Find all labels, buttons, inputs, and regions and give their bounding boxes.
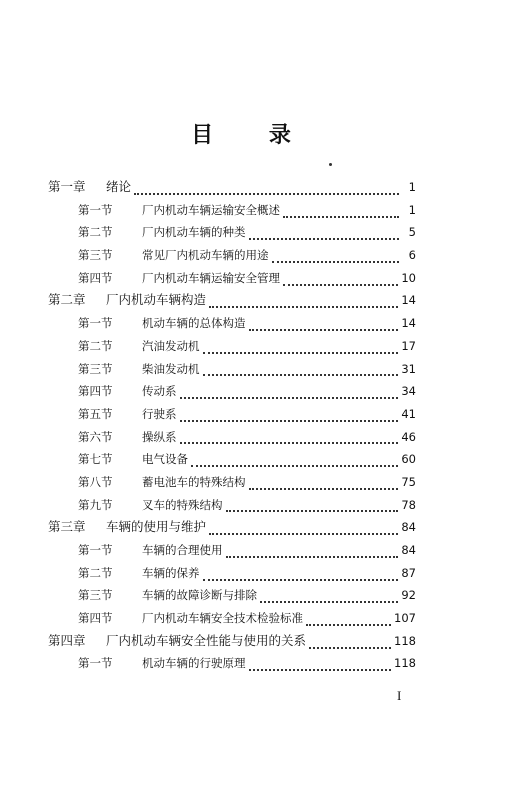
- entry-page: 87: [401, 565, 416, 580]
- dot-leader: [134, 180, 399, 195]
- entry-page: 78: [401, 497, 416, 512]
- toc-section[interactable]: [48, 335, 416, 358]
- entry-page: 10: [401, 270, 416, 285]
- toc-section[interactable]: [48, 403, 416, 426]
- dot-leader: [203, 566, 399, 581]
- entry-number: 第九节: [78, 497, 113, 512]
- entry-page: 118: [394, 656, 416, 671]
- entry-number: 第二节: [78, 338, 113, 353]
- toc-section[interactable]: [48, 652, 416, 675]
- entry-title: 机动车辆的行驶原理: [142, 656, 246, 671]
- page-title: 目 录: [191, 122, 315, 148]
- entry-title: 蓄电池车的特殊结构: [142, 474, 246, 489]
- entry-page: 118: [394, 633, 416, 648]
- entry-title: 车辆的故障诊断与排除: [142, 588, 257, 603]
- entry-title: 机动车辆的总体构造: [142, 316, 246, 331]
- entry-title: 车辆的合理使用: [142, 543, 223, 557]
- toc-section[interactable]: [48, 358, 416, 381]
- page-number-footer: I: [397, 688, 402, 703]
- entry-title: 厂内机动车辆的种类: [142, 225, 246, 240]
- toc-section[interactable]: [48, 471, 416, 494]
- entry-title: 常见厂内机动车辆的用途: [142, 248, 269, 263]
- toc-section[interactable]: [48, 199, 416, 222]
- entry-number: 第三章: [48, 519, 86, 535]
- dot-leader: [272, 248, 400, 263]
- dot-leader: [180, 407, 399, 422]
- entry-title: 厂内机动车辆构造: [106, 292, 207, 308]
- entry-title: 柴油发动机: [142, 361, 200, 376]
- toc-section[interactable]: [48, 584, 416, 607]
- dot-leader: [260, 588, 398, 603]
- dot-leader: [249, 475, 399, 490]
- entry-title: 行驶系: [142, 406, 177, 421]
- toc-chapter-1[interactable]: [48, 176, 416, 199]
- entry-title: 厂内机动车辆运输安全概述: [142, 202, 280, 217]
- entry-number: 第一节: [78, 202, 113, 217]
- entry-number: 第四节: [78, 384, 113, 399]
- toc-section[interactable]: [48, 267, 416, 290]
- entry-number: 第三节: [78, 361, 113, 376]
- dot-leader: [249, 316, 399, 331]
- entry-number: 第四节: [78, 270, 113, 285]
- entry-title: 叉车的特殊结构: [142, 497, 223, 512]
- entry-title: 汽油发动机: [142, 338, 200, 353]
- dot-leader: [209, 520, 398, 535]
- toc-section[interactable]: [48, 539, 416, 562]
- dot-leader: [203, 339, 399, 354]
- toc-chapter-4[interactable]: [48, 630, 416, 653]
- entry-number: 第一节: [78, 316, 113, 331]
- dot-leader: [226, 543, 399, 558]
- dot-leader: [283, 271, 398, 286]
- entry-title: 电气设备: [142, 452, 188, 467]
- entry-page: 5: [408, 225, 416, 240]
- dot-leader: [309, 634, 391, 649]
- dot-leader: [306, 611, 391, 626]
- entry-page: 31: [401, 361, 416, 376]
- dot-leader: [249, 225, 400, 240]
- entry-number: 第二节: [78, 225, 113, 240]
- dot-leader: [283, 203, 399, 218]
- toc-section[interactable]: [48, 312, 416, 335]
- entry-page: 46: [401, 429, 416, 444]
- entry-number: 第三节: [78, 588, 113, 603]
- toc-section[interactable]: [48, 426, 416, 449]
- toc-section[interactable]: [48, 448, 416, 471]
- toc-chapter-3[interactable]: [48, 516, 416, 539]
- toc-section[interactable]: [48, 380, 416, 403]
- entry-number: 第四节: [78, 611, 113, 626]
- entry-number: 第七节: [78, 452, 113, 467]
- entry-page: 14: [401, 293, 416, 308]
- entry-page: 1: [408, 202, 416, 217]
- entry-page: 107: [394, 611, 416, 626]
- entry-page: 17: [401, 338, 416, 353]
- entry-number: 第五节: [78, 406, 113, 421]
- entry-title: 操纵系: [142, 429, 177, 444]
- entry-page: 1: [408, 180, 416, 194]
- entry-page: 41: [401, 406, 416, 421]
- entry-page: 14: [401, 316, 416, 331]
- dot-leader: [209, 293, 398, 308]
- entry-title: 厂内机动车辆安全技术检验标准: [142, 611, 303, 626]
- entry-number: 第二节: [78, 565, 113, 580]
- entry-number: 第二章: [48, 292, 86, 308]
- entry-page: 6: [408, 248, 416, 263]
- entry-number: 第八节: [78, 474, 113, 489]
- entry-title: 传动系: [142, 384, 177, 399]
- entry-title: 车辆的保养: [142, 565, 200, 580]
- toc-section[interactable]: [48, 562, 416, 585]
- entry-number: 第一节: [78, 543, 113, 557]
- print-dot: [329, 163, 332, 166]
- toc-section[interactable]: [48, 607, 416, 630]
- toc-chapter-2[interactable]: [48, 289, 416, 312]
- entry-page: 84: [401, 543, 416, 557]
- entry-title: 车辆的使用与维护: [106, 519, 207, 535]
- dot-leader: [180, 384, 399, 399]
- table-of-contents: [48, 176, 416, 675]
- entry-number: 第四章: [48, 632, 86, 648]
- dot-leader: [180, 429, 399, 444]
- entry-title: 厂内机动车辆安全性能与使用的关系: [106, 632, 307, 648]
- entry-number: 第一章: [48, 179, 86, 194]
- toc-section[interactable]: [48, 221, 416, 244]
- entry-number: 第三节: [78, 248, 113, 263]
- dot-leader: [249, 656, 392, 671]
- toc-section[interactable]: [48, 244, 416, 267]
- entry-number: 第六节: [78, 429, 113, 444]
- dot-leader: [191, 452, 398, 467]
- entry-title: 厂内机动车辆运输安全管理: [142, 270, 280, 285]
- dot-leader: [226, 497, 399, 512]
- entry-page: 84: [401, 520, 416, 535]
- entry-page: 34: [401, 384, 416, 399]
- toc-section[interactable]: [48, 494, 416, 517]
- entry-page: 92: [401, 588, 416, 603]
- entry-page: 75: [401, 474, 416, 489]
- entry-page: 60: [401, 452, 416, 467]
- entry-title: 绪论: [106, 179, 132, 194]
- entry-number: 第一节: [78, 656, 113, 671]
- dot-leader: [203, 361, 399, 376]
